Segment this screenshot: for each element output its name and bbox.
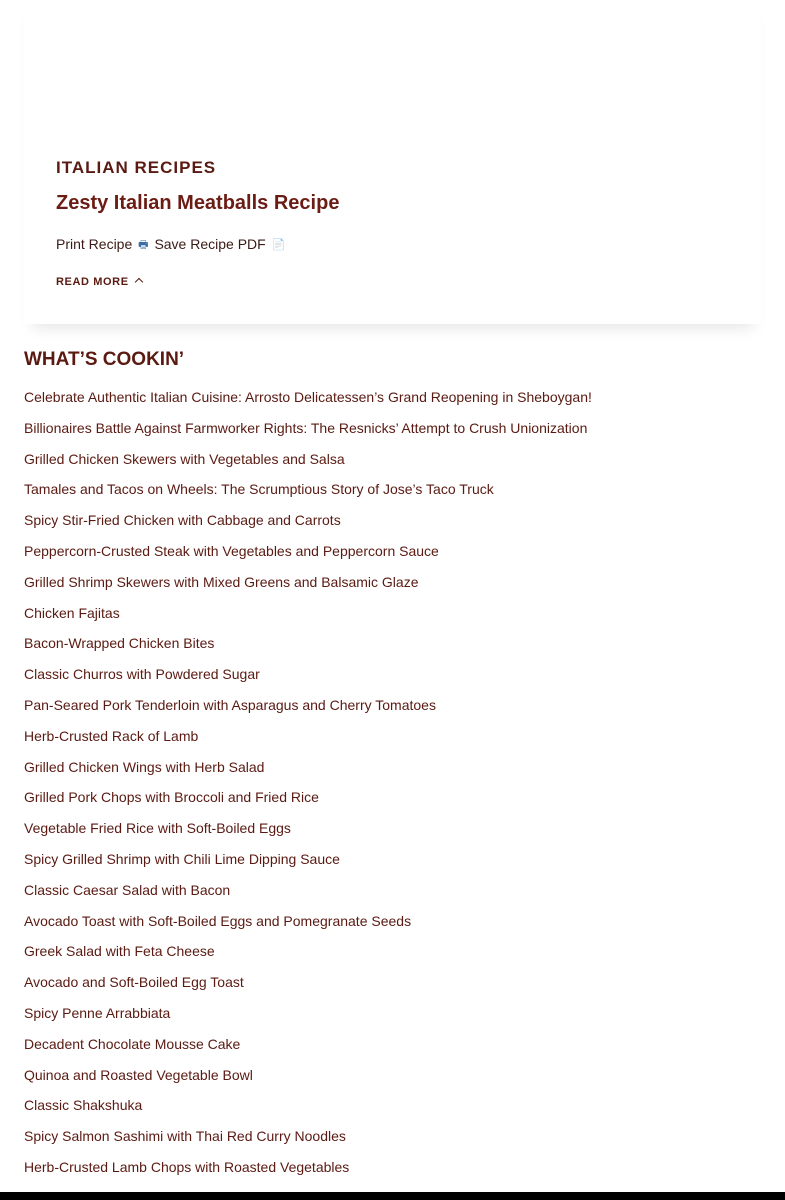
recent-post-link[interactable]: Pan-Seared Pork Tenderloin with Asparagus and Cherry Tomatoes (24, 696, 436, 713)
recent-post-link[interactable]: Grilled Shrimp Skewers with Mixed Greens and Balsamic Glaze (24, 573, 419, 590)
recent-post-link[interactable]: Decadent Chocolate Mousse Cake (24, 1035, 241, 1052)
document-icon: 📄 (271, 239, 286, 251)
recent-post-link[interactable]: Celebrate Authentic Italian Cuisine: Arrosto Delicatessen’s Grand Reopening in Sheboygan! (24, 389, 592, 405)
recent-post-link[interactable]: Grilled Chicken Wings with Herb Salad (24, 758, 265, 775)
recent-post-link[interactable]: Grilled Chicken Skewers with Vegetables and Salsa (24, 450, 345, 467)
recent-post-link[interactable]: Classic Churros with Powdered Sugar (24, 666, 260, 683)
recent-post-link[interactable]: Spicy Salmon Sashimi with Thai Red Curry Noodles (24, 1128, 346, 1145)
post-excerpt (56, 236, 287, 255)
print-recipe-text: Print Recipe (56, 236, 133, 252)
post-title-link[interactable]: Zesty Italian Meatballs Recipe (56, 192, 340, 214)
recent-post-link[interactable]: Greek Salad with Feta Cheese (24, 943, 215, 960)
recent-post-link[interactable]: Avocado and Soft-Boiled Egg Toast (24, 974, 244, 991)
printer-icon: 🖶 (138, 239, 149, 251)
read-more-label: READ MORE (56, 276, 129, 288)
recent-post-link[interactable]: Tamales and Tacos on Wheels: The Scrumptious Story of Jose’s Taco Truck (24, 481, 494, 498)
read-more-link[interactable] (56, 276, 142, 288)
recent-post-link[interactable]: Classic Shakshuka (24, 1097, 143, 1114)
category-link[interactable]: ITALIAN RECIPES (56, 158, 217, 177)
arrow-right-icon (134, 278, 142, 286)
recent-post-link[interactable]: Herb-Crusted Lamb Chops with Roasted Vegetables (24, 1158, 350, 1175)
recent-post-link[interactable]: Bacon-Wrapped Chicken Bites (24, 635, 215, 652)
recent-post-link[interactable]: Herb-Crusted Rack of Lamb (24, 727, 199, 744)
recent-post-link[interactable]: Spicy Stir-Fried Chicken with Cabbage and Carrots (24, 512, 341, 529)
recent-post-link[interactable]: Billionaires Battle Against Farmworker Rights: The Resnicks’ Attempt to Crush Unionization (24, 419, 588, 436)
recent-post-link[interactable]: Spicy Grilled Shrimp with Chili Lime Dipping Sauce (24, 850, 340, 867)
bottom-bar (0, 1192, 785, 1200)
recent-post-link[interactable]: Spicy Penne Arrabbiata (24, 1004, 171, 1021)
recent-posts-list (24, 386, 592, 1187)
recent-post-link[interactable]: Classic Caesar Salad with Bacon (24, 881, 231, 898)
recent-post-link[interactable]: Avocado Toast with Soft-Boiled Eggs and Pomegranate Seeds (24, 912, 412, 929)
recent-post-link[interactable]: Vegetable Fried Rice with Soft-Boiled Eggs (24, 820, 291, 837)
save-pdf-text: Save Recipe PDF (154, 236, 266, 252)
recent-post-link[interactable]: Chicken Fajitas (24, 604, 120, 621)
recent-post-link[interactable]: Quinoa and Roasted Vegetable Bowl (24, 1066, 253, 1083)
recent-post-link[interactable]: Grilled Pork Chops with Broccoli and Fried Rice (24, 789, 319, 806)
recent-post-link[interactable]: Peppercorn-Crusted Steak with Vegetables and Peppercorn Sauce (24, 542, 439, 559)
recent-posts-title: WHAT’S COOKIN’ (24, 349, 185, 370)
